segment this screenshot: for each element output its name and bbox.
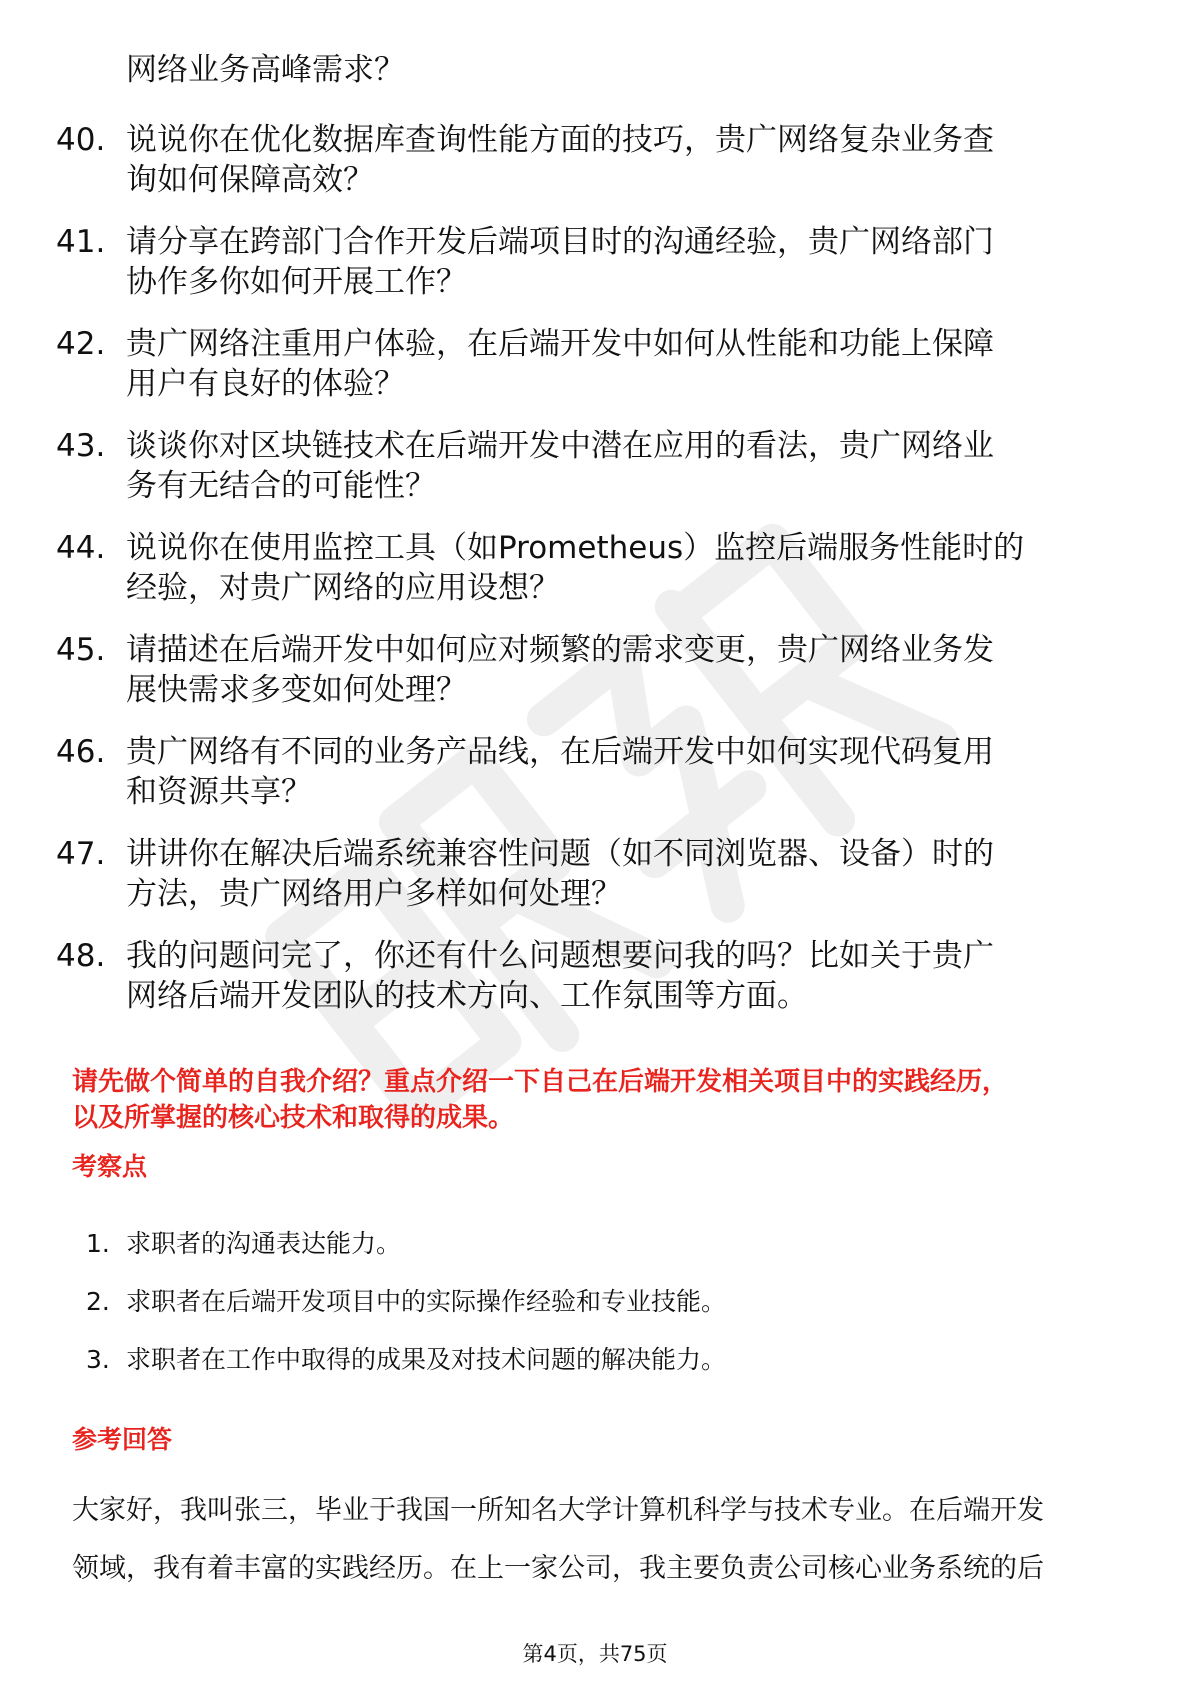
question-item bbox=[56, 834, 1136, 914]
question-item bbox=[56, 630, 1136, 710]
question-number: 40. bbox=[56, 122, 106, 158]
intro-question-title: 请先做个简单的自我介绍？重点介绍一下自己在后端开发相关项目中的实践经历， 以及所掌握的核心技术和取得的成果。 bbox=[72, 1067, 1009, 1133]
focus-point-text: 求职者在工作中取得的成果及对技术问题的解决能力。 bbox=[126, 1345, 727, 1374]
focus-point-item bbox=[86, 1286, 1126, 1344]
question-item bbox=[56, 426, 1136, 506]
question-39-continuation: 网络业务高峰需求？ bbox=[126, 52, 405, 88]
question-number: 42. bbox=[56, 326, 106, 362]
reference-answer-heading: 参考回答 bbox=[72, 1425, 173, 1454]
question-text: 说说你在使用监控工具（如Prometheus）监控后端服务性能时的 经验，对贵广网络的应用设想？ bbox=[126, 530, 1025, 606]
question-number: 41. bbox=[56, 224, 106, 260]
question-item bbox=[56, 936, 1136, 1016]
question-text: 请描述在后端开发中如何应对频繁的需求变更，贵广网络业务发 展快需求多变如何处理？ bbox=[126, 632, 994, 708]
focus-point-text: 求职者在后端开发项目中的实际操作经验和专业技能。 bbox=[126, 1287, 727, 1316]
question-item bbox=[56, 222, 1136, 302]
reference-answer-text: 大家好，我叫张三，毕业于我国一所知名大学计算机科学与技术专业。在后端开发 领域，我有着丰富的实践经历。在上一家公司，我主要负责公司核心业务系统的后 bbox=[72, 1495, 1044, 1584]
question-number: 48. bbox=[56, 938, 106, 974]
focus-point-number: 2. bbox=[86, 1287, 110, 1316]
question-text: 说说你在优化数据库查询性能方面的技巧，贵广网络复杂业务查 询如何保障高效？ bbox=[126, 122, 994, 198]
focus-point-number: 1. bbox=[86, 1229, 110, 1258]
question-item bbox=[56, 324, 1136, 404]
question-text: 贵广网络有不同的业务产品线，在后端开发中如何实现代码复用 和资源共享？ bbox=[126, 734, 994, 810]
question-number: 43. bbox=[56, 428, 106, 464]
focus-points-list bbox=[86, 1228, 1126, 1402]
question-item bbox=[56, 120, 1136, 200]
focus-points-heading: 考察点 bbox=[72, 1152, 148, 1181]
question-text: 谈谈你对区块链技术在后端开发中潜在应用的看法，贵广网络业 务有无结合的可能性？ bbox=[126, 428, 994, 504]
question-number: 44. bbox=[56, 530, 106, 566]
question-number: 47. bbox=[56, 836, 106, 872]
question-list bbox=[56, 50, 1136, 1016]
question-text: 贵广网络注重用户体验，在后端开发中如何从性能和功能上保障 用户有良好的体验？ bbox=[126, 326, 994, 402]
focus-point-text: 求职者的沟通表达能力。 bbox=[126, 1229, 402, 1258]
question-text: 我的问题问完了，你还有什么问题想要问我的吗？比如关于贵广 网络后端开发团队的技术方向、工作氛围等方面。 bbox=[126, 938, 994, 1014]
focus-point-item bbox=[86, 1228, 1126, 1286]
question-item bbox=[56, 528, 1136, 608]
focus-point-number: 3. bbox=[86, 1345, 110, 1374]
question-text: 请分享在跨部门合作开发后端项目时的沟通经验，贵广网络部门 协作多你如何开展工作？ bbox=[126, 224, 994, 300]
question-item bbox=[56, 732, 1136, 812]
focus-point-item bbox=[86, 1344, 1126, 1402]
question-number: 46. bbox=[56, 734, 106, 770]
page-number-footer: 第4页，共75页 bbox=[522, 1642, 668, 1666]
question-number: 45. bbox=[56, 632, 106, 668]
question-text: 讲讲你在解决后端系统兼容性问题（如不同浏览器、设备）时的 方法，贵广网络用户多样如何处理？ bbox=[126, 836, 994, 912]
